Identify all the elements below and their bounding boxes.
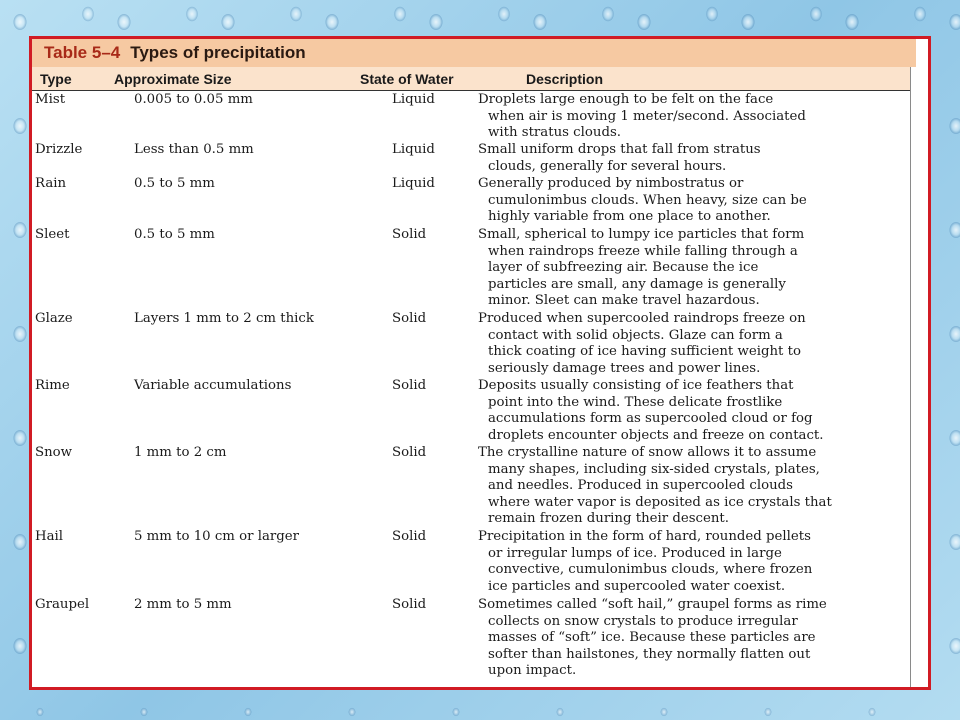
cell-type: Graupel	[35, 597, 90, 612]
cell-state: Solid	[392, 597, 427, 612]
description-line: or irregular lumps of ice. Produced in large	[488, 545, 782, 561]
cell-description	[478, 529, 914, 595]
description-line: minor. Sleet can make travel hazardous.	[488, 293, 760, 309]
description-line: masses of “soft” ice. Because these particles are	[488, 630, 816, 646]
cell-size: 0.005 to 0.05 mm	[134, 92, 253, 107]
description-line: cumulonimbus clouds. When heavy, size can be	[488, 192, 807, 208]
description-line: convective, cumulonimbus clouds, where frozen	[488, 562, 813, 578]
cell-type: Hail	[35, 529, 64, 544]
cell-state: Liquid	[392, 142, 435, 157]
cell-type: Mist	[35, 92, 66, 107]
cell-size: Less than 0.5 mm	[134, 142, 254, 157]
description-line: ice particles and supercooled water coexist.	[488, 578, 786, 594]
cell-state: Solid	[392, 378, 427, 393]
cell-description	[478, 378, 914, 444]
cell-state: Liquid	[392, 92, 435, 107]
table-frame	[29, 36, 931, 690]
description-line: with stratus clouds.	[488, 125, 622, 141]
description-line: droplets encounter objects and freeze on contact.	[488, 427, 824, 443]
cell-type: Glaze	[35, 311, 73, 326]
description-line: accumulations form as supercooled cloud or fog	[488, 411, 813, 427]
table-title: Types of precipitation	[130, 43, 306, 62]
right-margin-band	[910, 67, 928, 690]
cell-type: Rain	[35, 176, 67, 191]
cell-description	[478, 92, 914, 142]
cell-size: 2 mm to 5 mm	[134, 597, 232, 612]
description-line: Generally produced by nimbostratus or	[478, 176, 744, 191]
cell-description	[478, 597, 914, 680]
table-label: Table 5–4	[44, 43, 121, 62]
description-line: many shapes, including six-sided crystals, plates,	[488, 461, 820, 477]
cell-state: Liquid	[392, 176, 435, 191]
description-line: Droplets large enough to be felt on the face	[478, 92, 774, 107]
column-header-description: Description	[526, 71, 604, 87]
description-line: particles are small, any damage is generally	[488, 276, 786, 292]
cell-description	[478, 142, 914, 175]
cell-state: Solid	[392, 445, 427, 460]
description-line: seriously damage trees and power lines.	[488, 360, 761, 376]
description-line: Small, spherical to lumpy ice particles that form	[478, 227, 805, 242]
description-line: when raindrops freeze while falling through a	[488, 243, 798, 259]
description-line: point into the wind. These delicate frostlike	[488, 394, 783, 410]
cell-type: Rime	[35, 378, 70, 393]
description-line: where water vapor is deposited as ice crystals that	[488, 494, 832, 510]
cell-state: Solid	[392, 529, 427, 544]
cell-description	[478, 227, 914, 310]
cell-type: Snow	[35, 445, 73, 460]
description-line: layer of subfreezing air. Because the ice	[488, 260, 759, 276]
cell-size: 1 mm to 2 cm	[134, 445, 227, 460]
column-header-size: Approximate Size	[114, 71, 232, 87]
description-line: Produced when supercooled raindrops freeze on	[478, 311, 806, 326]
description-line: remain frozen during their descent.	[488, 511, 730, 527]
description-line: collects on snow crystals to produce irregular	[488, 613, 798, 629]
cell-size: 0.5 to 5 mm	[134, 176, 215, 191]
description-line: highly variable from one place to another.	[488, 209, 771, 225]
column-header-type: Type	[40, 71, 72, 87]
column-header-state: State of Water	[360, 71, 454, 87]
cell-type: Drizzle	[35, 142, 83, 157]
cell-description	[478, 311, 914, 377]
description-line: contact with solid objects. Glaze can form a	[488, 327, 783, 343]
table-title-bar	[32, 39, 916, 67]
description-line: Deposits usually consisting of ice feathers that	[478, 378, 794, 393]
table-header	[32, 67, 916, 91]
description-line: softer than hailstones, they normally flatten out	[488, 646, 811, 662]
cell-type: Sleet	[35, 227, 70, 242]
description-line: Small uniform drops that fall from stratus	[478, 142, 761, 157]
description-line: and needles. Produced in supercooled clouds	[488, 478, 793, 494]
cell-state: Solid	[392, 227, 427, 242]
description-line: when air is moving 1 meter/second. Associated	[488, 108, 806, 124]
description-line: thick coating of ice having sufficient weight to	[488, 344, 801, 360]
cell-size: 5 mm to 10 cm or larger	[134, 529, 299, 544]
description-line: upon impact.	[488, 663, 577, 679]
description-line: Precipitation in the form of hard, rounded pellets	[478, 529, 811, 544]
cell-state: Solid	[392, 311, 427, 326]
cell-size: 0.5 to 5 mm	[134, 227, 215, 242]
cell-size: Variable accumulations	[134, 378, 292, 393]
description-line: The crystalline nature of snow allows it to assume	[478, 445, 817, 460]
description-line: clouds, generally for several hours.	[488, 158, 727, 174]
description-line: Sometimes called “soft hail,” graupel forms as rime	[478, 597, 827, 612]
cell-size: Layers 1 mm to 2 cm thick	[134, 311, 314, 326]
cell-description	[478, 176, 914, 226]
cell-description	[478, 445, 914, 528]
